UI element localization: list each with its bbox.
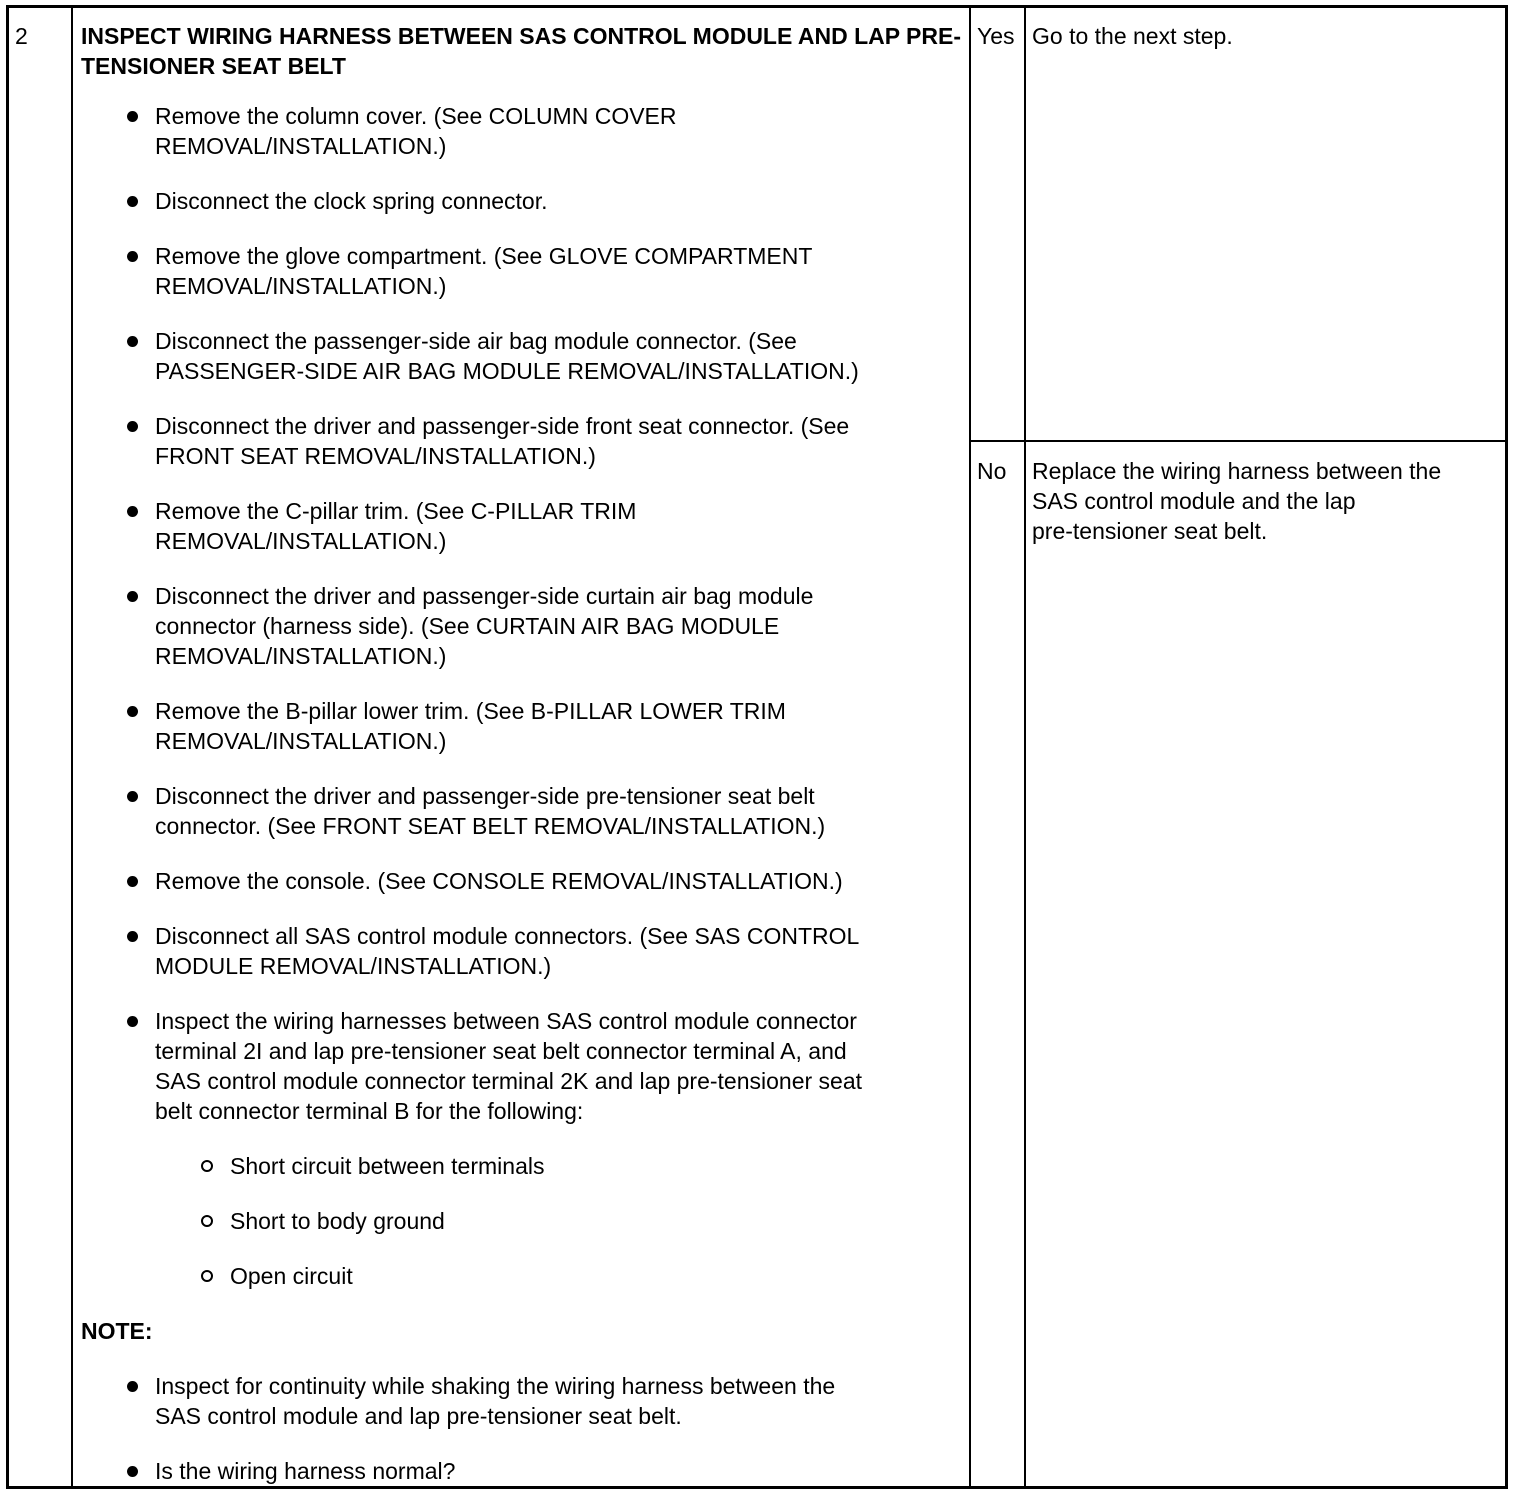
yes-label: Yes — [977, 23, 1015, 49]
no-action: Replace the wiring harness between the SAS control module and the lap pre-tensioner seat belt. — [1032, 458, 1442, 544]
list-item-text: Remove the glove compartment. (See GLOVE COMPARTMENT REMOVAL/INSTALLATION.) — [155, 243, 813, 299]
circle-bullet-icon — [201, 1215, 213, 1227]
sub-list-item — [81, 1206, 961, 1236]
list-item — [81, 921, 961, 981]
bullet-icon — [127, 196, 138, 207]
list-item-text: Is the wiring harness normal? — [155, 1458, 456, 1484]
bullet-icon — [127, 591, 138, 602]
circle-bullet-icon — [201, 1160, 213, 1172]
list-item — [81, 781, 961, 841]
list-item-text: Disconnect the passenger-side air bag module connector. (See PASSENGER-SIDE AIR BAG MODULE REMOVAL/INSTALLATION.) — [155, 328, 859, 384]
no-label: No — [977, 458, 1007, 484]
list-item — [81, 411, 961, 471]
list-item-text: Remove the B-pillar lower trim. (See B-PILLAR LOWER TRIM REMOVAL/INSTALLATION.) — [155, 698, 786, 754]
column-divider — [969, 8, 971, 1486]
list-item-text: Inspect for continuity while shaking the wiring harness between the SAS control module and lap pre-tensioner seat belt. — [155, 1373, 836, 1429]
list-item — [81, 1006, 961, 1126]
bullet-icon — [127, 931, 138, 942]
bullet-icon — [127, 421, 138, 432]
list-item-text: Disconnect the driver and passenger-side curtain air bag module connector (harness side). (See CURTAIN AIR BAG MODULE REMOVAL/INSTALLATION.) — [155, 583, 814, 669]
bullet-icon — [127, 1016, 138, 1027]
sub-list-item — [81, 1151, 961, 1181]
sub-list-item-text: Short circuit between terminals — [230, 1153, 545, 1179]
list-item-text: Remove the console. (See CONSOLE REMOVAL/INSTALLATION.) — [155, 868, 843, 894]
sub-list-item — [81, 1261, 961, 1291]
bullet-icon — [127, 506, 138, 517]
bullet-icon — [127, 791, 138, 802]
step-heading: INSPECT WIRING HARNESS BETWEEN SAS CONTROL MODULE AND LAP PRE-TENSIONER SEAT BELT — [81, 23, 962, 79]
list-item — [81, 186, 961, 216]
note-label: NOTE: — [81, 1318, 153, 1344]
list-item-text: Remove the column cover. (See COLUMN COVER REMOVAL/INSTALLATION.) — [155, 103, 677, 159]
bullet-icon — [127, 336, 138, 347]
list-item — [81, 581, 961, 671]
list-item-text: Disconnect the clock spring connector. — [155, 188, 548, 214]
bullet-icon — [127, 876, 138, 887]
column-divider — [71, 8, 73, 1486]
step-procedure — [81, 101, 961, 1511]
list-item — [81, 241, 961, 301]
list-item — [81, 496, 961, 556]
column-divider — [1024, 8, 1026, 1486]
bullet-icon — [127, 1466, 138, 1477]
list-item — [81, 326, 961, 386]
sub-list-item-text: Short to body ground — [230, 1208, 445, 1234]
bullet-icon — [127, 111, 138, 122]
diagnostic-step-table — [6, 5, 1508, 1489]
circle-bullet-icon — [201, 1270, 213, 1282]
list-item — [81, 101, 961, 161]
list-item-text: Disconnect the driver and passenger-side front seat connector. (See FRONT SEAT REMOVAL/INSTALLATION.) — [155, 413, 850, 469]
bullet-icon — [127, 1381, 138, 1392]
step-number: 2 — [15, 23, 28, 49]
yes-action: Go to the next step. — [1032, 23, 1233, 49]
list-item-text: Disconnect the driver and passenger-side pre-tensioner seat belt connector. (See FRONT SEAT BELT REMOVAL/INSTALLATION.) — [155, 783, 826, 839]
bullet-icon — [127, 706, 138, 717]
list-item — [81, 866, 961, 896]
list-item — [81, 696, 961, 756]
list-item — [81, 1371, 961, 1431]
list-item — [81, 1456, 961, 1486]
list-item-text: Remove the C-pillar trim. (See C-PILLAR TRIM REMOVAL/INSTALLATION.) — [155, 498, 637, 554]
list-item-text: Disconnect all SAS control module connectors. (See SAS CONTROL MODULE REMOVAL/INSTALLATION.) — [155, 923, 860, 979]
list-item-text: Inspect the wiring harnesses between SAS control module connector terminal 2I and lap pre-tensioner seat belt connector terminal A, and SAS control module connector terminal 2K and lap pre-tensioner seat belt connector terminal B for the following: — [155, 1008, 863, 1124]
row-divider — [969, 440, 1505, 442]
bullet-icon — [127, 251, 138, 262]
sub-list-item-text: Open circuit — [230, 1263, 353, 1289]
